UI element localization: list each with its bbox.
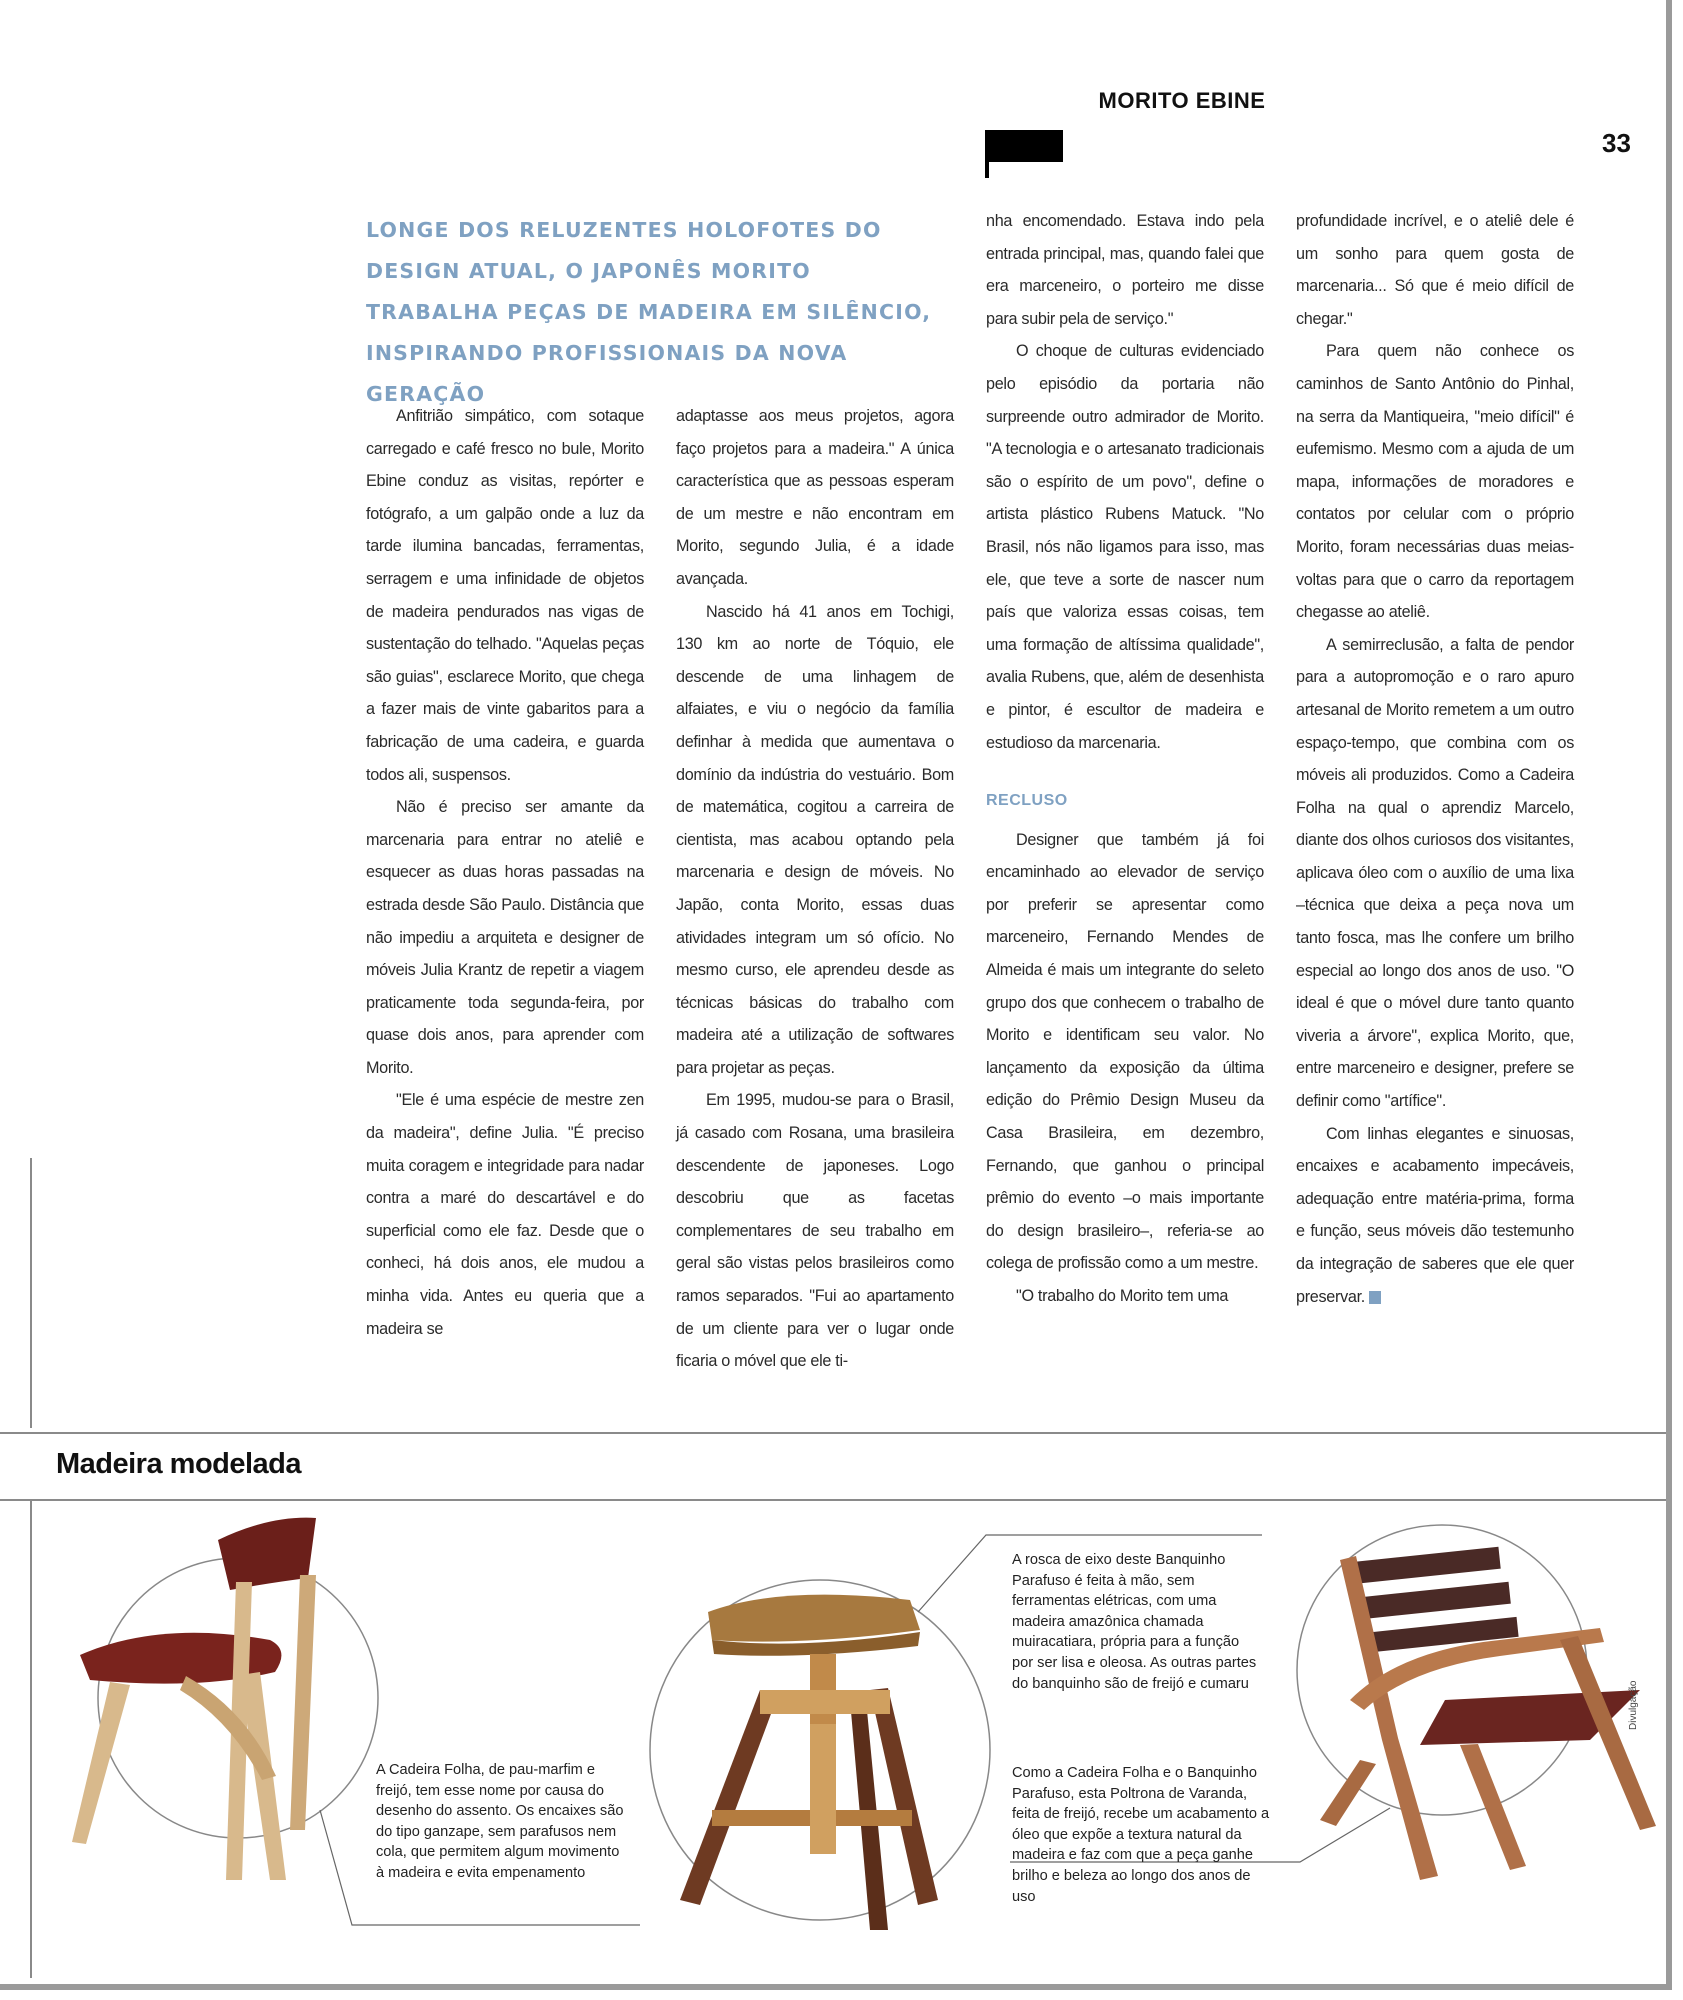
paragraph: A semirreclusão, a falta de pendor para a autopromoção e o raro apuro artesanal de Morito remetem a um outro espaço-tempo, que combina com os móveis ali produzidos. Como a Cadeira Folha na qual o aprendiz Marcelo, diante dos olhos curiosos dos visitantes, aplicava óleo com o auxílio de uma lixa –técnica que deixa a peça nova um tanto fosca, mas lhe confere um brilho especial ao longo dos anos de uso. "O ideal é que o móvel dure tanto quanto viveria a árvore", explica Morito, que, entre marceneiro e designer, prefere se definir como "artífice". (1296, 635, 1574, 1111)
caption-armchair: Como a Cadeira Folha e o Banquinho Parafuso, esta Poltrona de Varanda, feita de freijó, recebe um acabamento a óleo que expõe a textura natural da madeira e faz com que a peça ganhe brilho e beleza ao longo dos anos de uso (1012, 1765, 1270, 1905)
screw-stool-icon (680, 1595, 938, 1930)
paragraph: "Ele é uma espécie de mestre zen da madeira", define Julia. "É preciso muita coragem e integridade para nadar contra a maré do descartável e do superficial como ele faz. Desde que o conheci, há dois anos, ele mudou a minha vida. Antes eu queria que a madeira se (366, 1091, 644, 1338)
photo-credit: Divulgação (1628, 1680, 1639, 1730)
paragraph: Anfitrião simpático, com sotaque carregado e café fresco no bule, Morito Ebine conduz as visitas, repórter e fotógrafo, a um galpão onde a luz da tarde ilumina bancadas, ferramentas, serragem e uma infinidade de objetos de madeira pendurados nas vigas de sustentação do telhado. "Aquelas peças são guias", esclarece Morito, que chega a fazer mais de vinte gabaritos para a fabricação de uma cadeira, e guarda todos ali, suspensos. (366, 407, 644, 784)
paragraph: adaptasse aos meus projetos, agora faço projetos para a madeira." A única característica que as pessoas esperam de um mestre e não encontram em Morito, segundo Julia, é a idade avançada. (676, 407, 954, 588)
paragraph: Nascido há 41 anos em Tochigi, 130 km ao norte de Tóquio, ele descende de uma linhagem de alfaiates, e viu o negócio da família definhar à medida que aumentava o domínio da indústria do vestuário. Bom de matemática, cogitou a carreira de cientista, mas acabou optando pela marcenaria e design de móveis. No Japão, conta Morito, essas duas atividades integram um só ofício. No mesmo curso, ele aprendeu desde as técnicas básicas do trabalho com madeira até a utilização de softwares para projetar as peças. (676, 602, 954, 1077)
leaf-chair-icon (72, 1518, 316, 1880)
caption-leaf-chair: A Cadeira Folha, de pau-marfim e freijó, tem esse nome por causa do desenho do assento. Os encaixes são do tipo ganzape, sem parafusos nem cola, que permitem algum movimento à madeira e evita empenamento (376, 1762, 624, 1881)
section-label: MORITO EBINE (1098, 88, 1266, 113)
box-title: Madeira modelada (56, 1448, 302, 1480)
paragraph: Não é preciso ser amante da marcenaria para entrar no ateliê e esquecer as duas horas passadas na estrada desde São Paulo. Distância que não impediu a arquiteta e designer de móveis Julia Krantz de repetir a viagem praticamente toda segunda-feira, por quase dois anos, para aprender com Morito. (366, 798, 644, 1077)
paragraph: Designer que também já foi encaminhado ao elevador de serviço por preferir se apresentar como marceneiro, Fernando Mendes de Almeida é mais um integrante do seleto grupo dos que conhecem o trabalho de Morito e identificam seu valor. No lançamento da exposição da última edição do Prêmio Design Museu da Casa Brasileira, em dezembro, Fernando, que ganhou o principal prêmio do evento –o mais importante do design brasileiro–, referia-se ao colega de profissão como a um mestre. (986, 830, 1264, 1273)
closing-paragraph-text: Com linhas elegantes e sinuosas, encaixes e acabamento impecáveis, adequação entre matéria-prima, forma e função, seus móveis dão testemunho da integração de saberes que ele quer preservar. (1296, 1124, 1574, 1306)
caption-screw-stool: A rosca de eixo deste Banquinho Parafuso é feita à mão, sem ferramentas elétricas, com uma madeira amazônica chamada muiracatiara, própria para a função por ser lisa e oleosa. As outras partes do banquinho são de freijó e cumaru (1012, 1552, 1257, 1692)
paragraph: profundidade incrível, e o ateliê dele é um sonho para quem gosta de marcenaria... Só que é meio difícil de chegar." (1296, 212, 1574, 328)
paragraph: O choque de culturas evidenciado pelo episódio da portaria não surpreende outro admirador de Morito. "A tecnologia e o artesanato tradicionais são o espírito de um povo", define o artista plástico Rubens Matuck. "No Brasil, nós não ligamos para isso, mas ele, que teve a sorte de nascer num país que valoriza essas coisas, tem uma formação de altíssima qualidade", avalia Rubens, que, além de desenhista e pintor, é escultor de madeira e estudioso da marcenaria. (986, 342, 1264, 752)
paragraph: "O trabalho do Morito tem uma (1016, 1287, 1229, 1305)
armchair-icon (1320, 1547, 1656, 1880)
subheading: RECLUSO (986, 792, 1068, 810)
paragraph: Em 1995, mudou-se para o Brasil, já casado com Rosana, uma brasileira descendente de japoneses. Logo descobriu que as facetas complementares de seu trabalho em geral são vistas pelos brasileiros como ramos separados. "Fui ao apartamento de um cliente para ver o lugar onde ficaria o móvel que ele ti- (676, 1091, 954, 1371)
page-number: 33 (1602, 128, 1631, 158)
article-deck: LONGE DOS RELUZENTES HOLOFOTES DO DESIGN ATUAL, O JAPONÊS MORITO TRABALHA PEÇAS DE MADEIRA EM SILÊNCIO, INSPIRANDO PROFISSIONAIS DA NOVA GERAÇÃO (366, 218, 932, 406)
paragraph: nha encomendado. Estava indo pela entrada principal, mas, quando falei que era marceneiro, o porteiro me disse para subir pela de serviço." (986, 212, 1264, 328)
paragraph: Para quem não conhece os caminhos de Santo Antônio do Pinhal, na serra da Mantiqueira, "meio difícil" é eufemismo. Mesmo com a ajuda de um mapa, informações de moradores e contatos por celular com o próprio Morito, foram necessárias duas meias-voltas para que o carro da reportagem chegasse ao ateliê. (1296, 342, 1574, 622)
